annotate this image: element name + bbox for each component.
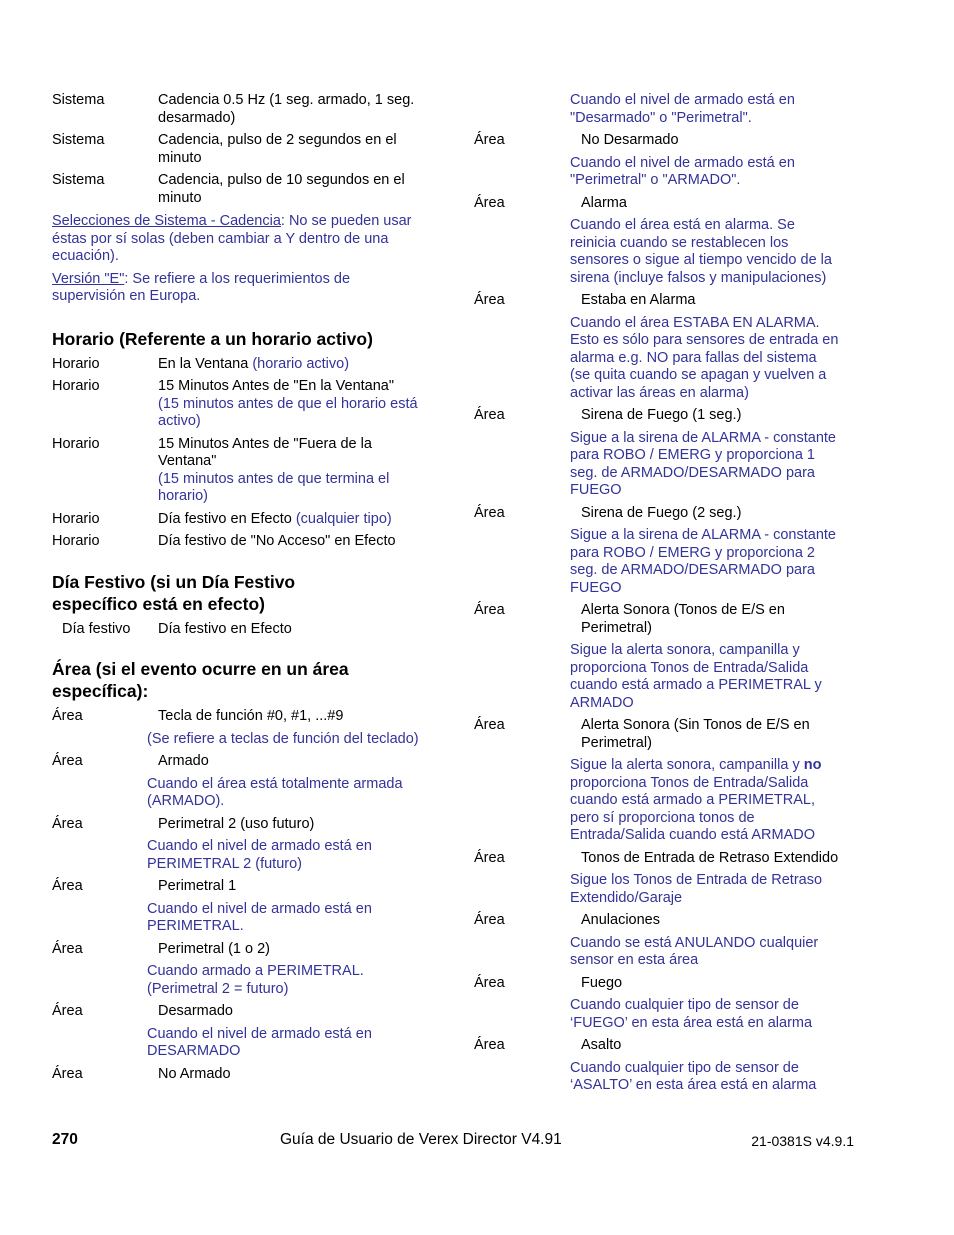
row-label: Horario: [52, 533, 100, 549]
area-desc: Cuando el nivel de armado está en PERIMETRAL 2 (futuro): [147, 838, 372, 872]
row-label: Área: [474, 912, 505, 928]
area-row: [474, 912, 844, 930]
area-desc: Sigue la alerta sonora, campanilla y proporciona Tonos de Entrada/Salida cuando está armado a PERIMETRAL y ARMADO: [570, 642, 822, 711]
row-note: (15 minutos antes de que termina el horario): [158, 470, 390, 504]
horario-row: [52, 511, 422, 529]
area-row: [474, 602, 844, 637]
area-desc: Cuando armado a PERIMETRAL. (Perimetral 2 = futuro): [147, 963, 364, 997]
row-label: Área: [52, 1003, 83, 1019]
row-text: Día festivo en Efecto: [158, 620, 292, 637]
area-desc: Cuando el área está totalmente armada (ARMADO).: [147, 775, 403, 809]
horario-row: [52, 533, 422, 551]
row-label: Área: [52, 878, 83, 894]
area-row: [52, 708, 422, 726]
row-text: Cadencia 0.5 Hz (1 seg. armado, 1 seg. desarmado): [158, 92, 415, 126]
row-label: Área: [474, 1037, 505, 1053]
row-label: Área: [474, 849, 505, 866]
row-label: Sistema: [52, 92, 105, 108]
area-row: [474, 292, 844, 310]
row-text: Alerta Sonora (Sin Tonos de E/S en Perimetral): [581, 717, 810, 751]
area-row: [52, 878, 422, 896]
area-desc: Sigue a la sirena de ALARMA - constante para ROBO / EMERG y proporciona 1 seg. de ARMADO/DESARMADO para FUEGO: [570, 429, 836, 498]
row-text: Tecla de función #0, #1, ...#9: [158, 708, 344, 724]
horario-row: [52, 378, 422, 431]
row-label: Horario: [52, 378, 100, 394]
row-text: Alerta Sonora (Tonos de E/S en Perimetral): [581, 602, 785, 636]
row-note: (15 minutos antes de que el horario está activo): [158, 395, 418, 429]
area-desc: Cuando cualquier tipo de sensor de ‘FUEGO’ en esta área está en alarma: [570, 997, 813, 1031]
row-label: Horario: [52, 435, 100, 452]
row-label: Área: [474, 407, 505, 423]
row-label: Área: [474, 602, 505, 618]
row-text: Armado: [158, 753, 209, 769]
row-text: Asalto: [581, 1037, 622, 1053]
area-row: [474, 850, 844, 868]
row-label: Sistema: [52, 132, 105, 148]
area-row: [52, 1003, 422, 1021]
area-row: [474, 717, 844, 752]
row-text: Sirena de Fuego (1 seg.): [581, 407, 742, 423]
row-text: 15 Minutos Antes de "Fuera de la Ventana": [158, 435, 372, 469]
system-row: [52, 92, 422, 127]
right-column: [474, 92, 844, 1100]
row-label: Día festivo: [62, 620, 131, 637]
area-row: [52, 816, 422, 834]
row-text: Día festivo en Efecto: [158, 510, 292, 527]
festivo-row: [52, 621, 422, 639]
area-desc: Cuando se está ANULANDO cualquier sensor en esta área: [570, 934, 819, 968]
row-label: Área: [474, 717, 505, 733]
row-label: Horario: [52, 510, 100, 527]
area-desc: Sigue a la sirena de ALARMA - constante para ROBO / EMERG y proporciona 2 seg. de ARMADO/DESARMADO para FUEGO: [570, 527, 836, 596]
row-text: En la Ventana: [158, 355, 249, 372]
row-note: (cualquier tipo): [291, 510, 392, 527]
row-text: Anulaciones: [581, 912, 660, 928]
row-text: Perimetral (1 o 2): [158, 940, 271, 957]
row-label: Área: [474, 194, 505, 211]
area-desc-part: proporciona Tonos de Entrada/Salida cuando está armado a PERIMETRAL, pero sí proporciona tonos de Entrada/Salida cuando está ARMADO: [570, 774, 816, 843]
row-label: Sistema: [52, 172, 105, 188]
row-text: Perimetral 1: [158, 878, 237, 894]
area-desc: Cuando el área está en alarma. Se reinicia cuando se restablecen los sensores o sigue al tiempo vencido de la sirena (incluye falsos y manipulaciones): [570, 217, 832, 286]
version-note-text: : Se refiere a los requerimientos de supervisión en Europa.: [52, 270, 351, 304]
area-row: [474, 975, 844, 993]
row-text: Cadencia, pulso de 2 segundos en el minuto: [158, 132, 397, 166]
area-desc: Cuando el nivel de armado está en "Desarmado" o "Perimetral".: [570, 92, 795, 126]
row-text: Fuego: [581, 974, 623, 991]
area-desc: Cuando el área ESTABA EN ALARMA. Esto es sólo para sensores de entrada en alarma e.g. NO para fallas del sistema (se quita cuando se apagan y vuelven a activar las áreas en alarma): [570, 314, 839, 401]
row-label: Área: [474, 132, 505, 148]
row-label: Área: [474, 504, 505, 521]
area-desc: Cuando cualquier tipo de sensor de ‘ASALTO’ en esta área está en alarma: [570, 1059, 817, 1093]
row-label: Horario: [52, 355, 100, 372]
version-note: [52, 271, 422, 306]
horario-row: [52, 436, 422, 506]
row-text: Perimetral 2 (uso futuro): [158, 815, 315, 832]
row-label: Área: [52, 708, 83, 724]
area-row: [52, 753, 422, 771]
version-note-link[interactable]: Versión "E": [52, 270, 125, 287]
festivo-heading: Día Festivo (si un Día Festivo específico está en efecto): [52, 571, 296, 614]
area-desc: (Se refiere a teclas de función del teclado): [147, 730, 419, 747]
system-row: [52, 172, 422, 207]
system-row: [52, 132, 422, 167]
page-footer: [52, 1131, 854, 1153]
area-row: [474, 132, 844, 150]
area-desc: Cuando el nivel de armado está en "Perimetral" o "ARMADO".: [570, 154, 795, 188]
area-row: [52, 1066, 422, 1084]
area-row: [474, 505, 844, 523]
area-desc-emphasis: no: [803, 757, 822, 773]
area-desc: Cuando el nivel de armado está en PERIMETRAL.: [147, 900, 372, 934]
footer-title: Guía de Usuario de Verex Director V4.91: [280, 1131, 562, 1148]
area-row: [474, 1037, 844, 1055]
area-desc-part: Sigue la alerta sonora, campanilla y: [570, 757, 804, 773]
row-label: Área: [52, 753, 83, 769]
row-text: No Armado: [158, 1065, 231, 1082]
cadence-note-link[interactable]: Selecciones de Sistema - Cadencia: [52, 213, 281, 229]
row-text: Desarmado: [158, 1003, 233, 1019]
area-row: [474, 195, 844, 213]
row-text: Estaba en Alarma: [581, 292, 696, 308]
area-desc: Sigue los Tonos de Entrada de Retraso Extendido/Garaje: [570, 872, 823, 906]
row-text: 15 Minutos Antes de "En la Ventana": [158, 378, 395, 394]
area-desc: Cuando el nivel de armado está en DESARMADO: [147, 1025, 372, 1059]
horario-row: [52, 356, 422, 374]
row-note: (horario activo): [248, 355, 350, 372]
row-label: Área: [474, 292, 505, 308]
horario-heading: Horario (Referente a un horario activo): [52, 328, 373, 349]
area-desc: [570, 757, 842, 845]
row-text: Sirena de Fuego (2 seg.): [581, 504, 742, 521]
page-number: 270: [52, 1131, 78, 1148]
row-text: Día festivo de "No Acceso" en Efecto: [158, 533, 396, 549]
row-label: Área: [52, 940, 83, 957]
doc-code: 21-0381S v4.9.1: [751, 1133, 854, 1149]
row-text: Alarma: [581, 194, 627, 211]
row-label: Área: [474, 974, 505, 991]
cadence-note: [52, 213, 422, 266]
cadence-note-text: : No se pueden usar éstas por sí solas (deben cambiar a Y dentro de una ecuación).: [52, 213, 412, 264]
row-text: Tonos de Entrada de Retraso Extendido: [581, 849, 839, 866]
left-column: [52, 92, 422, 1088]
area-heading: Área (si el evento ocurre en un área específica):: [52, 659, 349, 701]
row-label: Área: [52, 1065, 83, 1082]
area-row: [52, 941, 422, 959]
row-text: No Desarmado: [581, 132, 679, 148]
area-row: [474, 407, 844, 425]
row-text: Cadencia, pulso de 10 segundos en el minuto: [158, 172, 405, 206]
row-label: Área: [52, 815, 83, 832]
